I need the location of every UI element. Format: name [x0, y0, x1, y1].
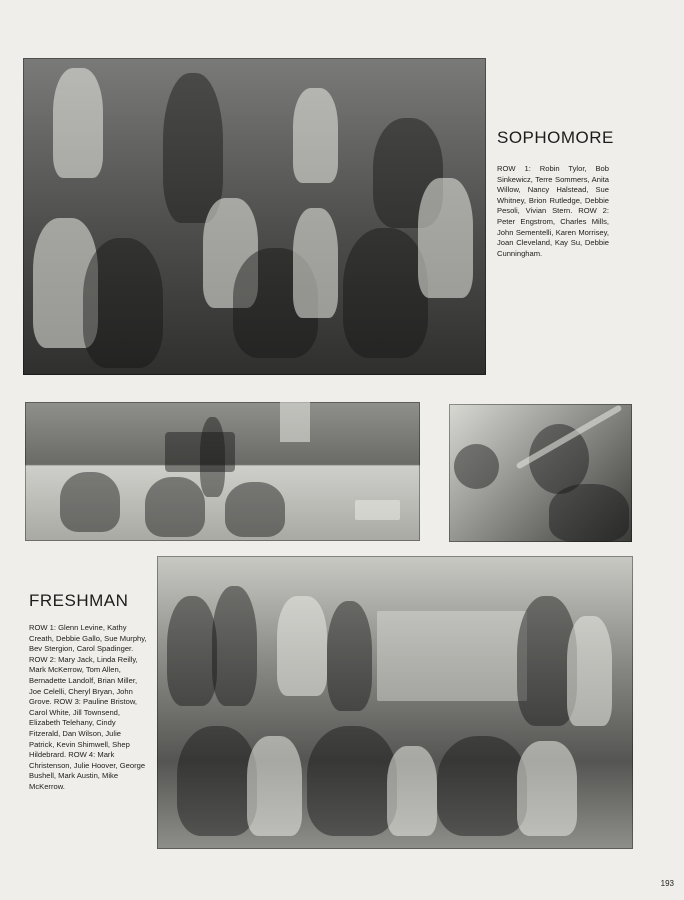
freshman-heading: FRESHMAN: [29, 591, 129, 610]
instrument-closeup-photo: [449, 404, 632, 542]
page-number: 193: [660, 879, 674, 888]
sophomore-heading: SOPHOMORE: [497, 128, 614, 147]
sophomore-group-photo: [23, 58, 486, 375]
sophomore-caption: ROW 1: Robin Tylor, Bob Sinkewicz, Terre Sommers, Anita Willow, Nancy Halstead, Sue Whitney, Brion Rutledge, Debbie Pesoli, Vivian Stern. ROW 2: Peter Engstrom, Charles Mills, John Sementelli, Karen Morrisey, Joan Cleveland, Kay Su, Debbie Cunningham.: [497, 164, 609, 258]
rehearsal-room-photo: [25, 402, 420, 541]
freshman-group-photo: [157, 556, 633, 849]
freshman-caption: ROW 1: Glenn Levine, Kathy Creath, Debbie Gallo, Sue Murphy, Bev Stergion, Carol Spadinger. ROW 2: Mary Jack, Linda Reilly, Mark McKerrow, Tom Allen, Bernadette Landolf, Brian Miller, Joe Celelli, Cheryl Bryan, John Grove. ROW 3: Pauline Bristow, Carol White, Jill Townsend, Elizabeth Telehany, Cindy Fitzerald, Dan Wilson, Julie Patrick, Kevin Shimwell, Shep Hildebrard. ROW 4: Mark Christenson, Julie Hoover, George Bushell, Mark Austin, Mike McKerrow.: [29, 623, 147, 791]
